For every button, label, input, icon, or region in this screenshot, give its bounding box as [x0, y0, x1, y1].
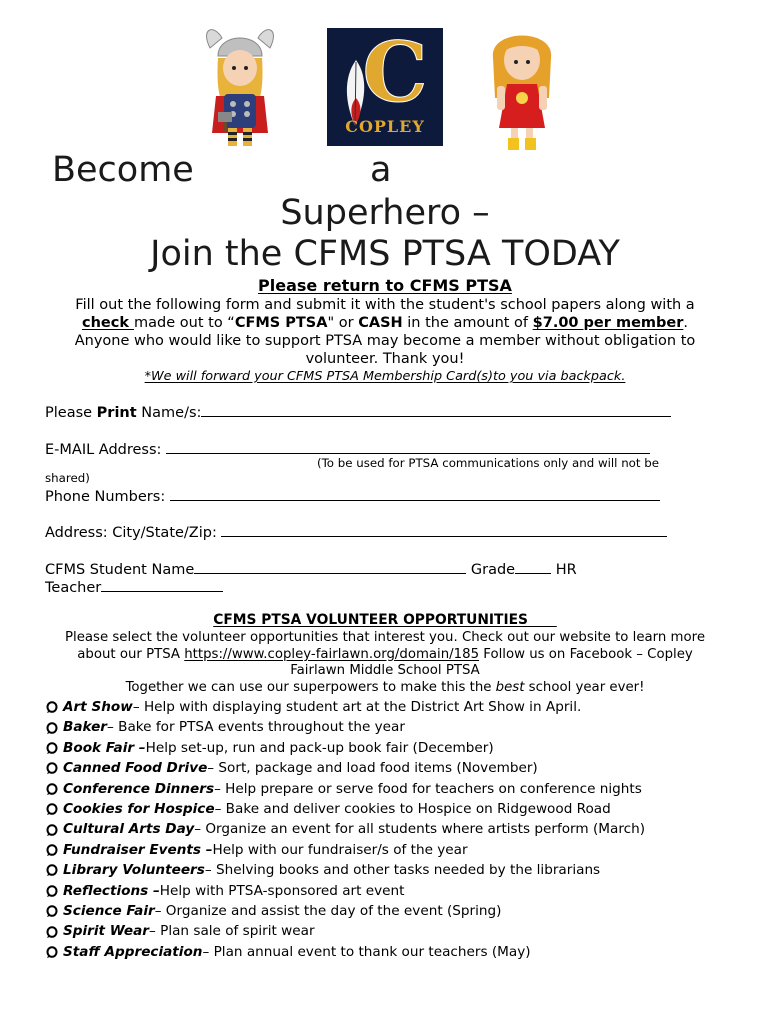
return-heading [0, 276, 770, 296]
opportunity-desc: – Plan sale of spirit wear [149, 923, 315, 940]
teacher-row [45, 577, 223, 597]
opportunity-name: Fundraiser Events – [63, 841, 213, 858]
opportunity-desc: Help with our fundraiser/s of the year [212, 841, 468, 858]
superheroine-character-icon [487, 18, 557, 153]
opportunity-desc: Help with PTSA-sponsored art event [159, 882, 405, 899]
list-item[interactable] [46, 860, 645, 880]
print-name-label-c: Name/s: [136, 405, 202, 421]
title-become: Become [52, 150, 194, 190]
teacher-label: Teacher [45, 580, 102, 596]
bullet-icon [46, 844, 58, 856]
opportunity-desc: – Bake and deliver cookies to Hospice on Ridgewood Road [214, 801, 611, 818]
opportunity-name: Reflections – [63, 882, 160, 899]
address-label: Address: City/State/Zip: [45, 525, 222, 541]
intro-text-3: " or [327, 315, 359, 331]
email-label: E-MAIL Address: [45, 442, 167, 458]
list-item[interactable] [46, 758, 645, 778]
opportunity-name: Cookies for Hospice [63, 801, 215, 818]
copley-logo [327, 25, 443, 146]
opportunity-name: Science Fair [63, 903, 155, 920]
email-note-1: (To be used for PTSA communications only and will not be [317, 456, 660, 470]
opportunity-desc: – Bake for PTSA events throughout the year [107, 719, 405, 736]
volunteer-intro-2a: about our PTSA [77, 646, 185, 662]
bullet-icon [46, 722, 58, 734]
opportunity-desc: – Organize and assist the day of the event (Spring) [154, 903, 502, 920]
opportunity-desc: Help set-up, run and pack-up book fair (December) [145, 739, 494, 756]
volunteer-intro [30, 630, 740, 696]
hr-label: HR [551, 562, 577, 578]
backpack-note [0, 368, 770, 385]
teacher-field[interactable] [101, 577, 223, 592]
opportunity-name: Library Volunteers [63, 862, 205, 879]
bullet-icon [46, 946, 58, 958]
student-name-field[interactable] [194, 559, 466, 574]
volunteer-list [46, 697, 645, 962]
intro-cash: CASH [358, 315, 403, 331]
intro-text-2: made out to “ [134, 315, 235, 331]
thor-character-icon [200, 18, 280, 153]
intro-amount: $7.00 per member [532, 315, 684, 331]
volunteer-intro-2b: Follow us on Facebook – Copley [479, 646, 693, 662]
logo-letter: C [362, 25, 428, 121]
bullet-icon [46, 824, 58, 836]
bullet-icon [46, 926, 58, 938]
address-field[interactable] [221, 522, 667, 537]
phone-field[interactable] [170, 486, 660, 501]
opportunity-name: Cultural Arts Day [63, 821, 195, 838]
opportunity-name: Canned Food Drive [63, 760, 208, 777]
bullet-icon [46, 742, 58, 754]
list-item[interactable] [46, 881, 645, 901]
list-item[interactable] [46, 697, 645, 717]
student-row [45, 559, 577, 579]
title-join: Join the CFMS PTSA TODAY [150, 234, 620, 274]
intro-check: check [81, 315, 135, 331]
volunteer-intro-2 [30, 647, 740, 664]
bullet-icon [46, 864, 58, 876]
volunteer-heading [0, 612, 770, 629]
phone-row [45, 486, 660, 506]
opportunity-desc: – Plan annual event to thank our teachers (May) [202, 943, 531, 960]
title-superhero: Superhero – [280, 193, 490, 233]
logo-text: COPLEY [345, 117, 425, 136]
return-heading-text: Please return to CFMS PTSA [258, 276, 512, 295]
volunteer-best: best [495, 679, 525, 695]
list-item[interactable] [46, 840, 645, 860]
bullet-icon [46, 783, 58, 795]
opportunity-desc: – Sort, package and load food items (November) [207, 760, 538, 777]
opportunity-name: Staff Appreciation [63, 943, 203, 960]
opportunity-name: Book Fair – [63, 739, 146, 756]
intro-text-5: . [683, 315, 688, 331]
email-note-2: shared) [45, 471, 90, 485]
student-label: CFMS Student Name [45, 562, 195, 578]
phone-label: Phone Numbers: [45, 489, 170, 505]
volunteer-intro-1: Please select the volunteer opportunities that interest you. Check out our website to learn more [64, 630, 706, 645]
print-name-field[interactable] [201, 402, 671, 417]
opportunity-desc: – Organize an event for all students where artists perform (March) [194, 821, 646, 838]
volunteer-intro-4a: Together we can use our superpowers to make this the [125, 679, 496, 695]
intro-ptsa: CFMS PTSA [234, 315, 328, 331]
backpack-note-text: *We will forward your CFMS PTSA Membership Card(s)to you via backpack. [144, 369, 626, 384]
volunteer-intro-3: Fairlawn Middle School PTSA [290, 663, 480, 678]
volunteer-heading-text: CFMS PTSA VOLUNTEER OPPORTUNITIES [213, 612, 528, 628]
bullet-icon [46, 701, 58, 713]
print-name-label-a: Please [45, 405, 97, 421]
opportunity-name: Baker [63, 719, 108, 736]
list-item[interactable] [46, 799, 645, 819]
intro-paragraph [45, 296, 725, 332]
bullet-icon [46, 803, 58, 815]
opportunity-desc: – Help with displaying student art at the District Art Show in April. [132, 699, 582, 715]
opportunity-name: Art Show [63, 699, 133, 715]
grade-field[interactable] [515, 559, 551, 574]
list-item[interactable] [46, 738, 645, 758]
grade-label: Grade [466, 562, 516, 578]
bullet-icon [46, 762, 58, 774]
opportunity-name: Spirit Wear [63, 923, 149, 940]
intro-text-1: Fill out the following form and submit it with the student's school papers along with a [75, 297, 695, 313]
list-item[interactable] [46, 921, 645, 941]
print-name-label-b: Print [96, 405, 137, 421]
print-name-row [45, 402, 671, 422]
address-row [45, 522, 667, 542]
ptsa-website-link[interactable]: https://www.copley-fairlawn.org/domain/185 [184, 646, 480, 662]
opportunity-desc: – Shelving books and other tasks needed by the librarians [204, 862, 601, 879]
list-item[interactable] [46, 819, 645, 839]
list-item[interactable] [46, 717, 645, 737]
list-item[interactable] [46, 942, 645, 962]
list-item[interactable] [46, 901, 645, 921]
volunteer-intro-4 [30, 680, 740, 697]
volunteer-intro-4b: school year ever! [524, 679, 645, 695]
bullet-icon [46, 885, 58, 897]
intro-text-4: in the amount of [402, 315, 533, 331]
bullet-icon [46, 905, 58, 917]
intro-support: Anyone who would like to support PTSA may become a member without obligation to volunteer. Thank you! [74, 333, 696, 367]
email-field[interactable] [166, 439, 650, 454]
list-item[interactable] [46, 779, 645, 799]
opportunity-desc: – Help prepare or serve food for teachers on conference nights [214, 780, 642, 797]
title-a: a [370, 150, 392, 190]
opportunity-name: Conference Dinners [63, 780, 215, 797]
